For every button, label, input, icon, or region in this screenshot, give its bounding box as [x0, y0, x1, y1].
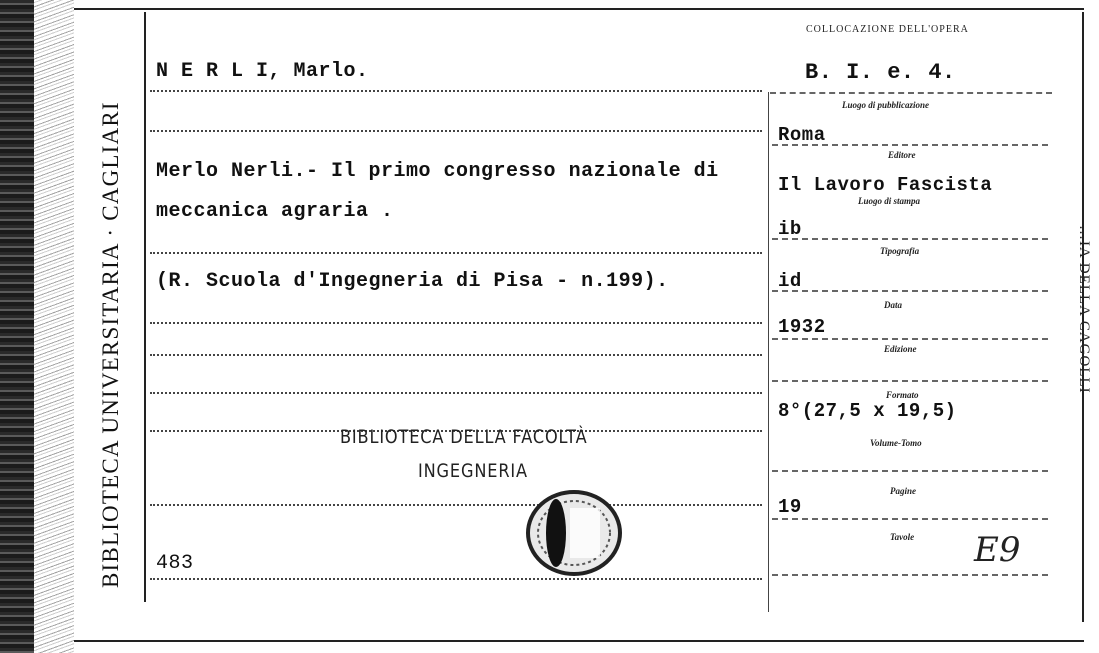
title-line-1: Merlo Nerli.- Il primo congresso nazionale di	[156, 160, 719, 183]
collocazione-header: COLLOCAZIONE DELL'OPERA	[806, 24, 969, 35]
library-stamp-line-2: INGEGNERIA	[418, 460, 528, 482]
field-label: Tipografia	[880, 246, 920, 256]
field-label: Formato	[886, 390, 919, 400]
field-value: 1932	[778, 316, 826, 338]
shelfmark: B. I. e. 4.	[805, 60, 956, 85]
series-note: (R. Scuola d'Ingegneria di Pisa - n.199).	[156, 270, 669, 293]
field-label: Data	[884, 300, 902, 310]
top-border	[74, 8, 1084, 10]
bottom-border	[74, 640, 1084, 642]
field-label: Luogo di stampa	[858, 196, 921, 206]
library-name-vertical: BIBLIOTECA UNIVERSITARIA · CAGLIARI	[98, 101, 123, 588]
field-rule	[772, 574, 1048, 576]
rule-line	[150, 322, 762, 324]
field-value: Il Lavoro Fascista	[778, 174, 993, 196]
field-rule	[772, 518, 1048, 520]
rule-line	[150, 354, 762, 356]
rule-line	[150, 252, 762, 254]
author-heading: N E R L I, Marlo.	[156, 60, 369, 83]
field-rule	[772, 338, 1048, 340]
rule-line	[150, 130, 762, 132]
card-binding-texture	[34, 0, 74, 653]
field-label: Tavole	[890, 532, 915, 542]
field-rule	[772, 380, 1048, 382]
rule-line	[150, 578, 762, 580]
rule-line	[150, 504, 762, 506]
field-value: ib	[778, 218, 802, 240]
field-label: Pagine	[890, 486, 916, 496]
title-line-2: meccanica agraria .	[156, 200, 394, 223]
right-edge-text: …IA DELLA CAGOLLI	[1076, 225, 1092, 394]
field-label: Volume-Tomo	[870, 438, 922, 448]
field-value: 19	[778, 496, 802, 518]
round-seal-stamp	[524, 488, 624, 578]
handwritten-note: E9	[974, 530, 1021, 570]
rule-line	[150, 392, 762, 394]
shelfmark-rule	[770, 92, 1052, 94]
field-rule	[772, 144, 1048, 146]
field-label: Editore	[888, 150, 916, 160]
card-binding-edge	[0, 0, 34, 653]
field-value: 8°(27,5 x 19,5)	[778, 400, 957, 422]
rule-line	[150, 90, 762, 92]
library-stamp-line-1: BIBLIOTECA DELLA FACOLTÀ	[340, 426, 588, 448]
field-value: id	[778, 270, 802, 292]
field-rule	[772, 238, 1048, 240]
field-rule	[772, 470, 1048, 472]
field-column-rule	[768, 92, 769, 612]
left-margin-rule	[144, 12, 146, 602]
inventory-number: 483	[156, 552, 194, 575]
field-label: Luogo di pubblicazione	[842, 100, 930, 110]
field-label: Edizione	[884, 344, 917, 354]
field-rule	[772, 290, 1048, 292]
field-value: Roma	[778, 124, 826, 146]
